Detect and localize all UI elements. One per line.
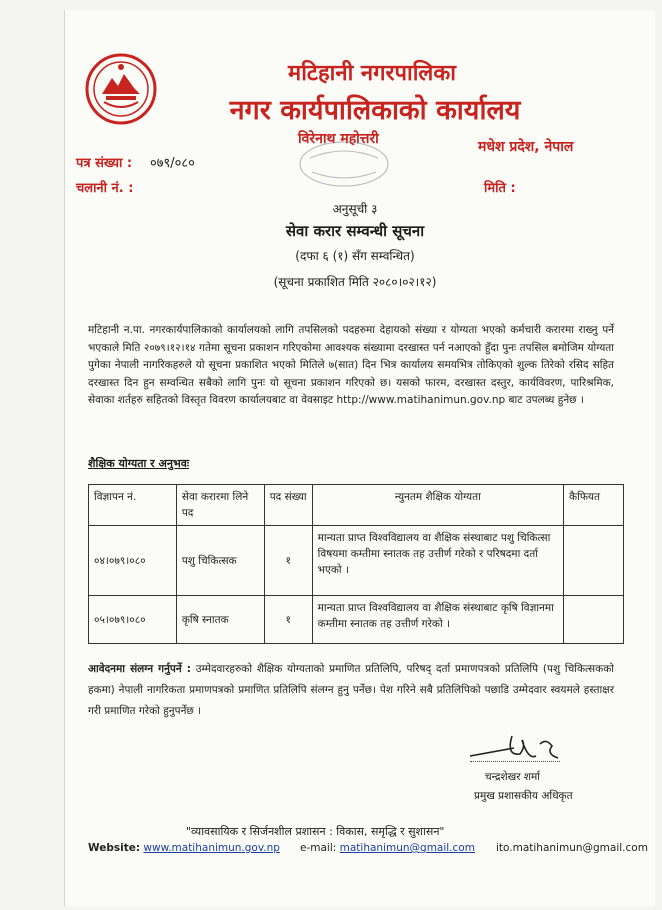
letter-number-label: पत्र संख्या :: [76, 156, 133, 171]
email-block: [300, 842, 475, 854]
website-label: Website:: [88, 842, 141, 854]
attachments-label: आवेदनमा संलग्न गर्नुपर्ने :: [88, 663, 191, 675]
remarks: [564, 526, 624, 596]
col-remarks: कैफियत: [564, 485, 624, 526]
table-row: [89, 596, 624, 644]
province-country: मधेश प्रदेश, नेपाल: [478, 139, 574, 155]
table-row: [89, 526, 624, 596]
post-count: १: [264, 526, 312, 596]
post-count: १: [264, 596, 312, 644]
website-link[interactable]: www.matihanimun.gov.np: [143, 842, 280, 854]
min-qualification: मान्यता प्राप्त विश्वविद्यालय वा शैक्षिक संस्थाबाट कृषि विज्ञानमा कम्तीमा स्नातक तह उत्तीर्ण गरेको ।: [312, 596, 563, 644]
publish-date: (सूचना प्रकाशित मिति २०८०।०२।१२): [273, 275, 437, 289]
office-stamp-icon: [296, 138, 392, 190]
col-qualification: न्युनतम शैक्षिक योग्यता: [312, 485, 563, 526]
col-ad-number: विज्ञापन नं.: [89, 485, 177, 526]
signatory-title: प्रमुख प्रशासकीय अधिकृत: [474, 790, 573, 802]
annex-label: अनुसूची ३: [332, 202, 378, 216]
qualification-heading: शैक्षिक योग्यता र अनुभवः: [88, 457, 190, 470]
signature-line: [470, 761, 560, 762]
notice-title: सेवा करार सम्वन्धी सूचना: [285, 222, 425, 240]
email-label: e-mail:: [300, 842, 337, 854]
notice-body: मटिहानी न.पा. नगरकार्यपालिकाको कार्यालयको लागि तपसिलको पदहरुमा देहायको संख्या र योग्यता भएको कर्मचारी करारमा राख्नु पर्ने भएकाले मिति २०७९।१२।१४ गतेमा सूचना प्रकाशन गरिएकोमा आवश्यक संख्यामा दरखास्त पर्न नआएको हुँदा पुनः तपसिल बमोजिम योग्यता पुगेका नेपाली नागरिकहरुले यो सूचना प्रकाशित भएको मितिले ७(सात) दिन भित्र कार्यालय समयभित्र तोकिएको शुल्क तिरेको रसिद सहित दरखास्त दिन हुन सम्वन्धित सबैको लागि पुनः यो सूचना प्रकाशन गरिएको छ। यसको फारम, दरखास्त दस्तुर, कार्यविवरण, पारिश्रमिक, सेवाका शर्तहरु सहितको विस्तृत विवरण कार्यालयबाट वा वेवसाइट http://www.matihanimun.gov.np बाट उपलब्ध हुनेछ ।: [88, 324, 614, 406]
section-reference: (दफा ६ (१) सँग सम्वन्धित): [295, 249, 415, 263]
signature-icon: [462, 726, 572, 770]
remarks: [564, 596, 624, 644]
attachments-section: [88, 659, 614, 722]
ad-number: ०५।०७९।०८०: [89, 596, 177, 644]
attachments-text: उम्मेदवारहरुको शैक्षिक योग्यताको प्रमाणित प्रतिलिपि, परिषद् दर्ता प्रमाणपत्रको प्रतिलिपि (पशु चिकित्सकको हकमा) नेपाली नागरिकता प्रमाणपत्रको प्रमाणित प्रतिलिपि संलग्न हुनु पर्नेछ। पेश गरिने सबै प्रतिलिपिको पछाडि उम्मेदवार स्वयमले हस्ताक्षर गरी प्रमाणित गरेको हुनुपर्नेछ ।: [88, 663, 614, 717]
col-post: सेवा करारमा लिने पद: [176, 485, 264, 526]
email-link[interactable]: matihanimun@gmail.com: [339, 842, 475, 854]
alt-email: ito.matihanimun@gmail.com: [496, 842, 648, 854]
dispatch-number-label: चलानी नं. :: [76, 181, 134, 196]
ad-number: ०४।०७९।०८०: [89, 526, 177, 596]
municipality-name: मटिहानी नगरपालिका: [288, 61, 456, 86]
municipality-emblem-icon: [84, 52, 158, 126]
signatory-name: चन्द्रशेखर शर्मा: [485, 771, 540, 783]
footer-motto: "व्यावसायिक र सिर्जनशील प्रशासन : विकास, समृद्धि र सुशासन": [186, 825, 445, 838]
office-name: नगर कार्यपालिकाको कार्यालय: [229, 95, 521, 126]
website-block: [88, 842, 280, 854]
col-count: पद संख्या: [264, 485, 312, 526]
post-name: कृषि स्नातक: [176, 596, 264, 644]
qualification-table: [88, 484, 624, 644]
table-header-row: [89, 485, 624, 526]
min-qualification: मान्यता प्राप्त विश्वविद्यालय वा शैक्षिक संस्थाबाट पशु चिकित्सा विषयमा कम्तीमा स्नातक तह उत्तीर्ण गरेको र परिषदमा दर्ता भएको ।: [312, 526, 563, 596]
post-name: पशु चिकित्सक: [176, 526, 264, 596]
office-location: विरेनाथ महोत्तरी: [298, 131, 379, 147]
date-label: मिति :: [484, 181, 516, 196]
letter-number-value: ०७९/०८०: [150, 156, 195, 171]
